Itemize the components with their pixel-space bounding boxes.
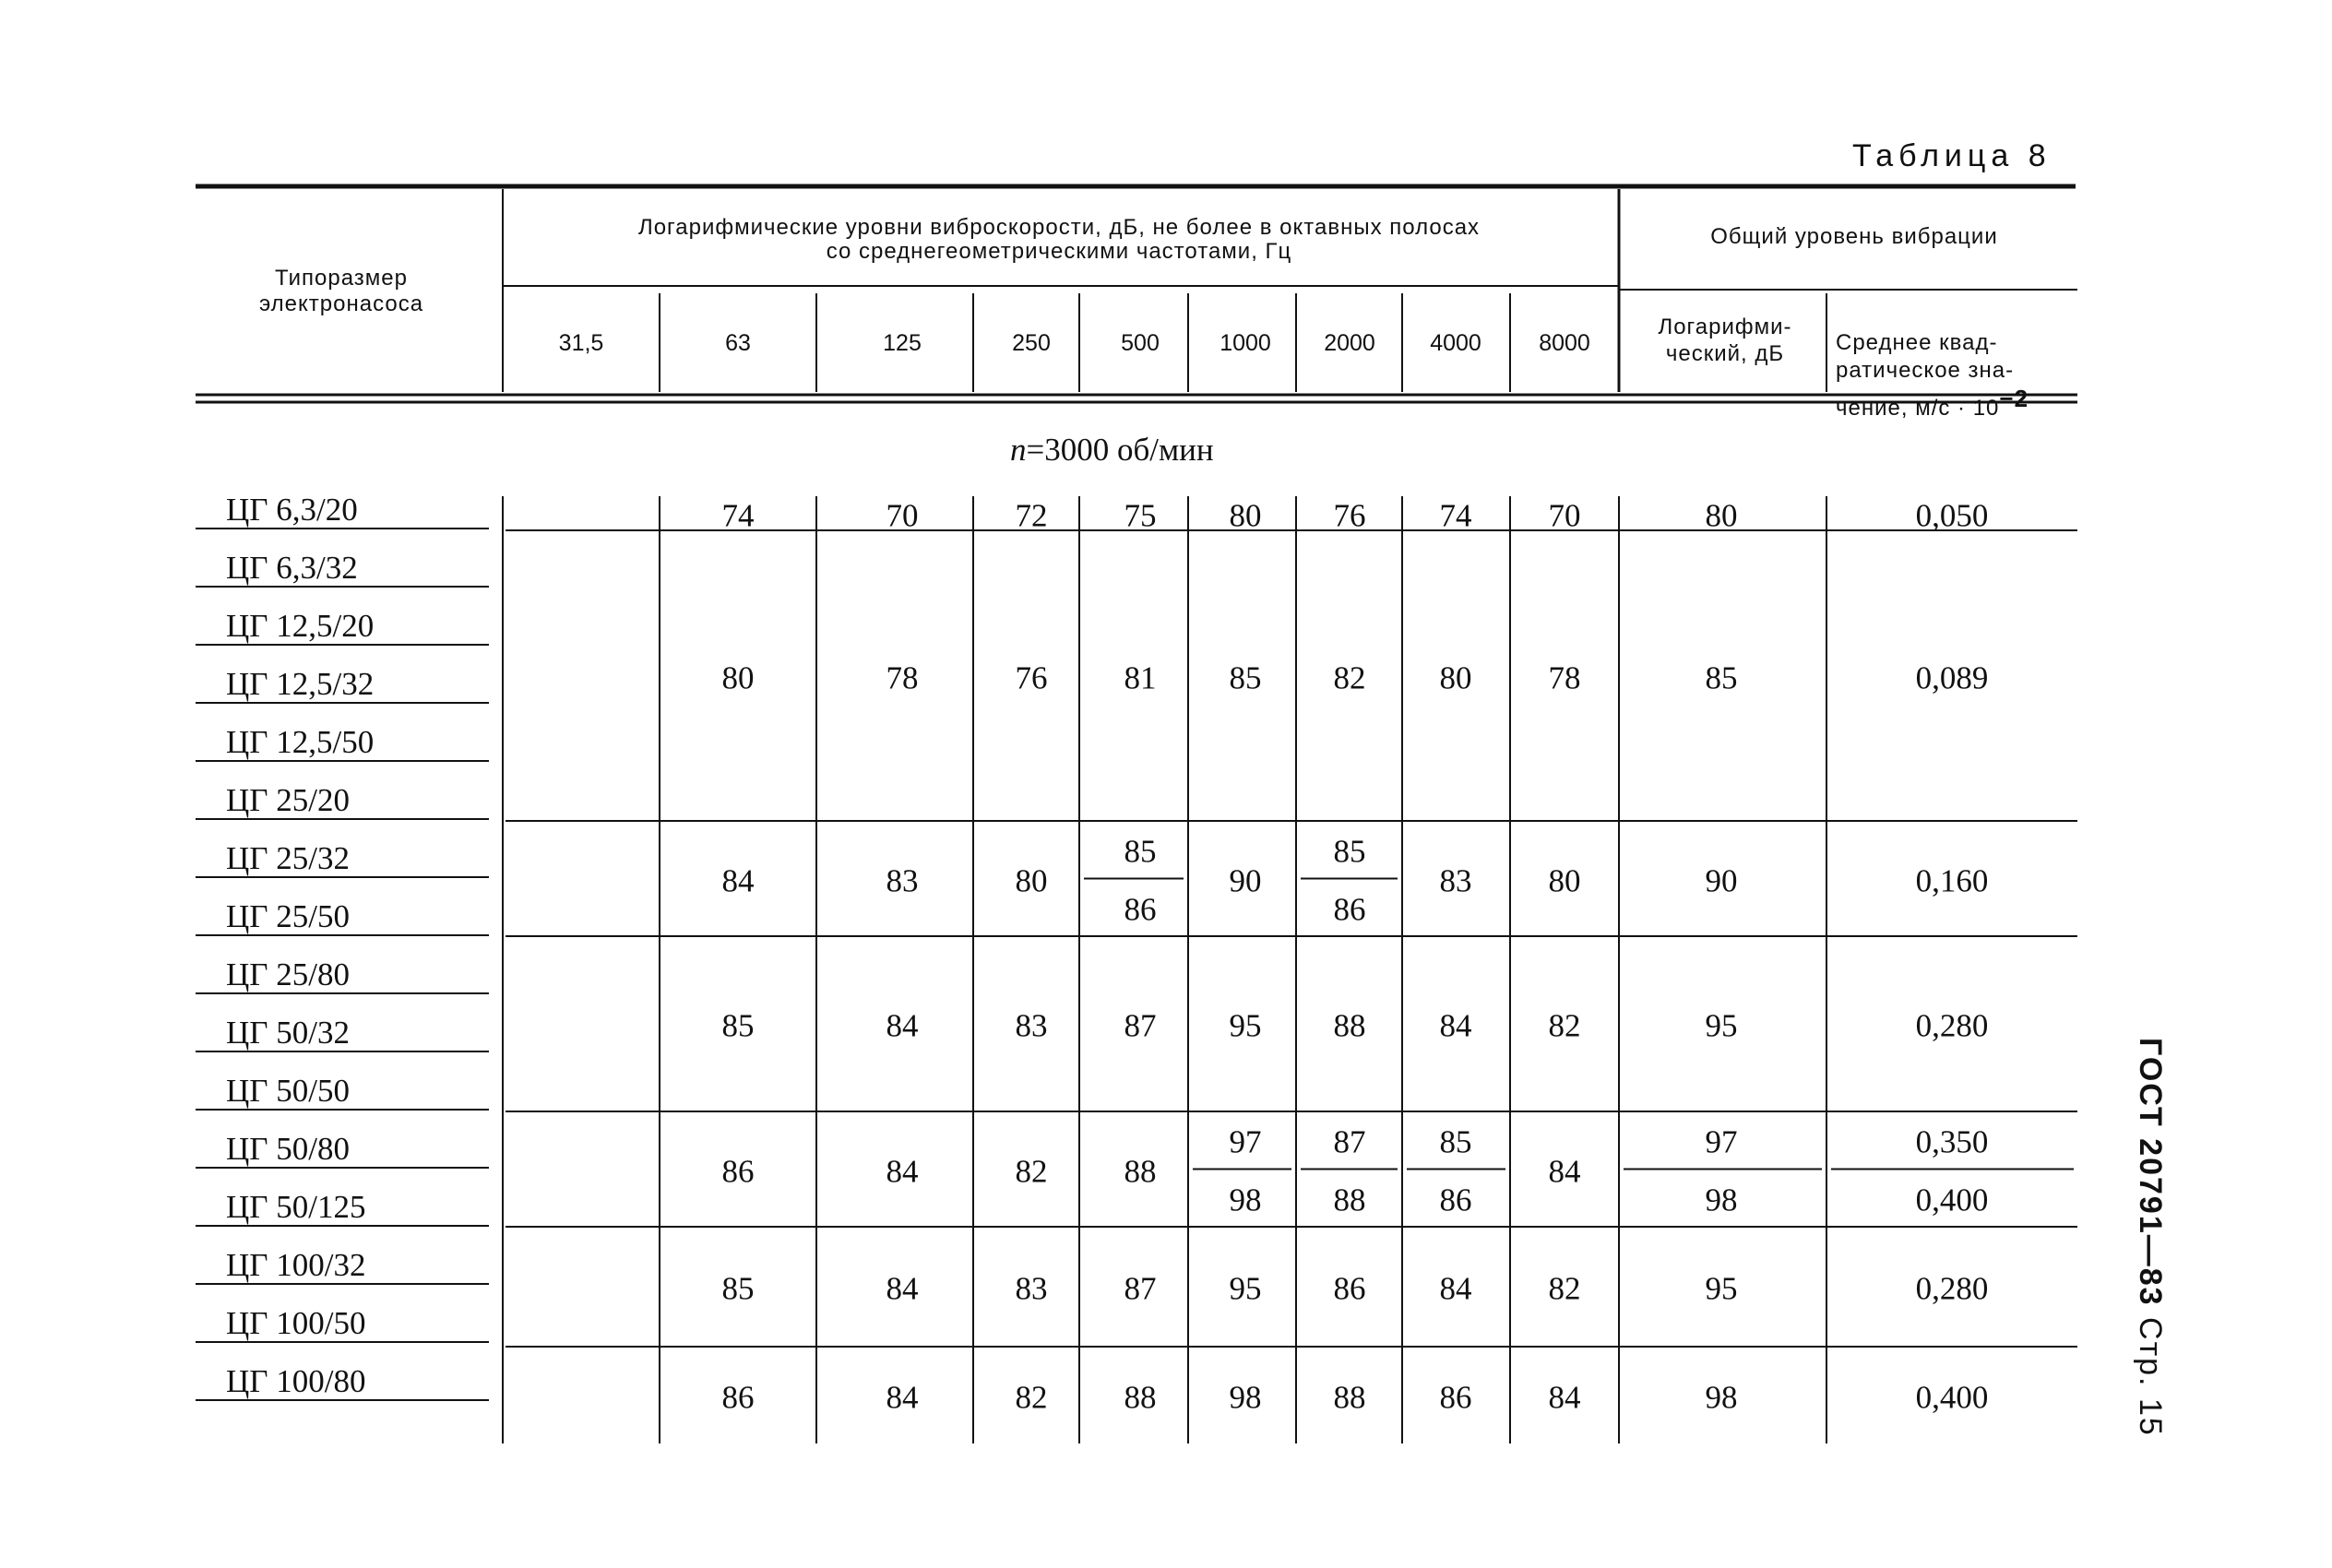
value-cell-f63: 85 — [721, 1270, 755, 1307]
freq-label-2000: 2000 — [1324, 330, 1375, 356]
value-cell-f1000: 95 — [1229, 1007, 1262, 1044]
value-cell-f8000: 84 — [1548, 1379, 1581, 1415]
freq-label-4000: 4000 — [1430, 330, 1481, 356]
value-cell-f1000: 98 — [1229, 1182, 1262, 1218]
value-cell-f250: 82 — [1015, 1379, 1048, 1415]
value-cell-f1000: 97 — [1229, 1123, 1262, 1160]
header-logarithmic: Логарифми- ческий, дБ — [1658, 315, 1792, 366]
value-cell-log_db: 90 — [1705, 862, 1738, 898]
value-cell-log_db: 95 — [1705, 1270, 1738, 1307]
value-cell-f63: 84 — [721, 862, 755, 898]
value-cell-f4000: 86 — [1439, 1379, 1472, 1415]
freq-label-31-5: 31,5 — [558, 330, 604, 356]
page-stamp — [2133, 1038, 2195, 1443]
value-cell-f8000: 78 — [1548, 659, 1581, 695]
value-cell-log_db: 97 — [1705, 1123, 1738, 1160]
value-cell-rms: 0,050 — [1915, 497, 1989, 533]
pump-size-name: ЦГ 25/80 — [226, 956, 350, 992]
value-cell-f2000: 86 — [1333, 891, 1366, 928]
header-rms-exponent: −2 — [1999, 385, 2029, 412]
value-cell-f63: 80 — [721, 659, 755, 695]
value-cell-f4000: 84 — [1439, 1270, 1472, 1307]
value-cell-f125: 84 — [886, 1379, 919, 1415]
header-rms — [1836, 302, 2076, 422]
value-cell-f8000: 70 — [1548, 497, 1581, 533]
freq-label-125: 125 — [883, 330, 922, 356]
value-cell-f125: 84 — [886, 1153, 919, 1189]
value-cell-f125: 83 — [886, 862, 919, 898]
pump-size-name: ЦГ 12,5/50 — [226, 724, 375, 760]
pump-size-name: ЦГ 25/20 — [226, 782, 350, 818]
pump-size-name: ЦГ 25/50 — [226, 898, 350, 934]
value-cell-f63: 74 — [721, 497, 755, 533]
value-cell-f500: 87 — [1124, 1007, 1157, 1044]
pump-size-name: ЦГ 12,5/32 — [226, 666, 375, 702]
value-cell-f500: 88 — [1124, 1153, 1157, 1189]
pump-size-name: ЦГ 12,5/20 — [226, 608, 375, 644]
value-cell-f125: 84 — [886, 1270, 919, 1307]
value-cell-f1000: 98 — [1229, 1379, 1262, 1415]
value-cell-rms: 0,280 — [1915, 1270, 1989, 1307]
header-vibration-levels: Логарифмические уровни виброскорости, дБ, не более в октавных полосах со среднегеометрическими частотами, Гц — [637, 215, 1481, 264]
value-cell-f2000: 88 — [1333, 1007, 1366, 1044]
value-cell-f250: 76 — [1015, 659, 1048, 695]
value-cell-f8000: 82 — [1548, 1007, 1581, 1044]
value-cell-f125: 78 — [886, 659, 919, 695]
value-cell-f250: 83 — [1015, 1270, 1048, 1307]
value-cell-f1000: 85 — [1229, 659, 1262, 695]
value-cell-f2000: 82 — [1333, 659, 1366, 695]
pump-size-name: ЦГ 50/32 — [226, 1015, 350, 1051]
value-cell-rms: 0,280 — [1915, 1007, 1989, 1044]
value-cell-f1000: 90 — [1229, 862, 1262, 898]
value-cell-f250: 83 — [1015, 1007, 1048, 1044]
value-cell-f63: 86 — [721, 1153, 755, 1189]
page-number: Стр. 15 — [2133, 1317, 2168, 1437]
value-cell-f1000: 95 — [1229, 1270, 1262, 1307]
value-cell-f2000: 87 — [1333, 1123, 1366, 1160]
speed-variable: n — [1010, 432, 1027, 468]
value-cell-f63: 85 — [721, 1007, 755, 1044]
value-cell-log_db: 95 — [1705, 1007, 1738, 1044]
speed-label — [1010, 434, 1214, 466]
value-cell-f4000: 84 — [1439, 1007, 1472, 1044]
value-cell-f4000: 74 — [1439, 497, 1472, 533]
pump-size-name: ЦГ 100/50 — [226, 1305, 366, 1341]
pump-size-name: ЦГ 25/32 — [226, 840, 350, 876]
value-cell-f250: 72 — [1015, 497, 1048, 533]
value-cell-f500: 85 — [1124, 833, 1157, 870]
value-cell-f500: 75 — [1124, 497, 1157, 533]
freq-label-63: 63 — [725, 330, 751, 356]
pump-size-name: ЦГ 6,3/20 — [226, 492, 358, 528]
header-pump-size: Типоразмер электронасоса — [258, 266, 424, 316]
freq-label-500: 500 — [1121, 330, 1160, 356]
value-cell-f4000: 80 — [1439, 659, 1472, 695]
value-cell-f8000: 82 — [1548, 1270, 1581, 1307]
value-cell-f2000: 86 — [1333, 1270, 1366, 1307]
value-cell-f63: 86 — [721, 1379, 755, 1415]
header-total-vibration: Общий уровень вибрации — [1710, 224, 1998, 249]
pump-size-name: ЦГ 100/80 — [226, 1363, 366, 1399]
value-cell-f250: 80 — [1015, 862, 1048, 898]
value-cell-f500: 86 — [1124, 891, 1157, 928]
freq-label-8000: 8000 — [1539, 330, 1590, 356]
standard-number: ГОСТ 20791—83 — [2133, 1038, 2168, 1307]
value-cell-rms: 0,400 — [1915, 1182, 1989, 1218]
value-cell-log_db: 80 — [1705, 497, 1738, 533]
value-cell-rms: 0,400 — [1915, 1379, 1989, 1415]
value-cell-f2000: 85 — [1333, 833, 1366, 870]
value-cell-rms: 0,160 — [1915, 862, 1989, 898]
value-cell-f4000: 86 — [1439, 1182, 1472, 1218]
value-cell-f4000: 83 — [1439, 862, 1472, 898]
pump-size-name: ЦГ 6,3/32 — [226, 550, 358, 586]
pump-size-name: ЦГ 50/125 — [226, 1189, 366, 1225]
value-cell-f500: 81 — [1124, 659, 1157, 695]
value-cell-f2000: 88 — [1333, 1182, 1366, 1218]
value-cell-f125: 84 — [886, 1007, 919, 1044]
value-cell-f2000: 88 — [1333, 1379, 1366, 1415]
value-cell-f8000: 80 — [1548, 862, 1581, 898]
value-cell-f8000: 84 — [1548, 1153, 1581, 1189]
value-cell-log_db: 98 — [1705, 1379, 1738, 1415]
freq-label-250: 250 — [1012, 330, 1051, 356]
value-cell-f1000: 80 — [1229, 497, 1262, 533]
value-cell-rms: 0,089 — [1915, 659, 1989, 695]
value-cell-f250: 82 — [1015, 1153, 1048, 1189]
value-cell-log_db: 98 — [1705, 1182, 1738, 1218]
header-rms-text: Среднее квад- ратическое зна- чение, м/с · 10 — [1836, 330, 2015, 421]
value-cell-f500: 87 — [1124, 1270, 1157, 1307]
value-cell-f125: 70 — [886, 497, 919, 533]
pump-size-name: ЦГ 50/50 — [226, 1073, 350, 1109]
freq-label-1000: 1000 — [1220, 330, 1271, 356]
table-title: Таблица 8 — [1852, 138, 2052, 173]
speed-value: =3000 об/мин — [1026, 432, 1214, 468]
value-cell-log_db: 85 — [1705, 659, 1738, 695]
value-cell-f2000: 76 — [1333, 497, 1366, 533]
value-cell-rms: 0,350 — [1915, 1123, 1989, 1160]
value-cell-f4000: 85 — [1439, 1123, 1472, 1160]
value-cell-f500: 88 — [1124, 1379, 1157, 1415]
pump-size-name: ЦГ 100/32 — [226, 1247, 366, 1283]
pump-size-name: ЦГ 50/80 — [226, 1131, 350, 1167]
